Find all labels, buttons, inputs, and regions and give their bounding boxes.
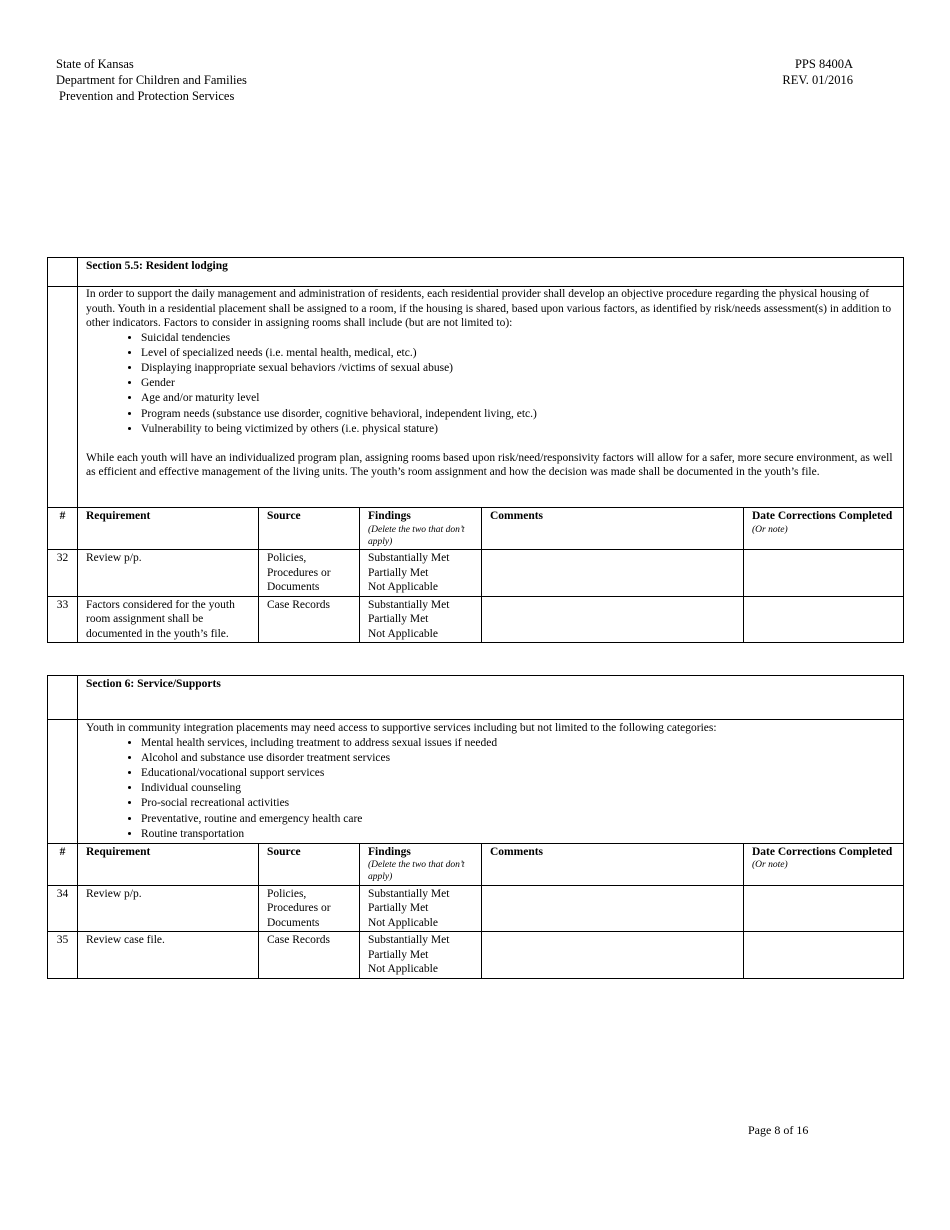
row-requirement: Factors considered for the youth room assignment shall be documented in the youth’s file. <box>78 596 259 643</box>
column-header-requirement: Requirement <box>78 508 259 550</box>
list-item: • Pro-social recreational activities <box>141 796 895 811</box>
column-header-num: # <box>48 843 78 885</box>
header-department: Department for Children and Families <box>56 73 247 87</box>
table-row <box>48 932 904 979</box>
row-comments[interactable] <box>482 885 744 932</box>
list-item: • Individual counseling <box>141 781 895 796</box>
row-comments[interactable] <box>482 596 744 643</box>
list-item: • Program needs (substance use disorder, cognitive behavioral, independent living, etc.) <box>141 407 895 422</box>
row-number: 34 <box>48 885 78 932</box>
column-header-source: Source <box>259 508 360 550</box>
table-row <box>48 885 904 932</box>
row-source: Policies, Procedures or Documents <box>259 550 360 597</box>
row-date[interactable] <box>744 596 904 643</box>
header-state: State of Kansas <box>56 57 134 71</box>
row-findings[interactable]: Substantially Met Partially Met Not Applicable <box>360 932 482 979</box>
section-intro: Youth in community integration placements may need access to supportive services including but not limited to the following categories: <box>86 722 717 734</box>
row-comments[interactable] <box>482 932 744 979</box>
row-findings[interactable]: Substantially Met Partially Met Not Applicable <box>360 550 482 597</box>
section-description <box>78 720 904 844</box>
header-division: Prevention and Protection Services <box>59 89 235 103</box>
row-number: 33 <box>48 596 78 643</box>
header-form-id: PPS 8400A <box>794 57 853 71</box>
page-number: Page 8 of 16 <box>748 1123 809 1137</box>
section-title: Section 6: Service/Supports <box>78 676 904 720</box>
section-description <box>78 287 904 508</box>
column-header-num: # <box>48 508 78 550</box>
row-findings[interactable]: Substantially Met Partially Met Not Applicable <box>360 885 482 932</box>
list-item: • Vulnerability to being victimized by others (i.e. physical stature) <box>141 422 895 437</box>
row-date[interactable] <box>744 932 904 979</box>
row-source: Policies, Procedures or Documents <box>259 885 360 932</box>
section-closing: While each youth will have an individualized program plan, assigning rooms based upon risk/need/responsivity factors will allow for a safer, more secure environment, as well as efficient and effective management of the living units. The youth’s room assignment and how the decision was made shall be documented in the youth’s file. <box>86 451 893 479</box>
table-row <box>48 550 904 597</box>
row-requirement: Review p/p. <box>78 885 259 932</box>
factor-list <box>86 331 895 437</box>
list-item: • Routine transportation <box>141 827 895 842</box>
list-item: • Suicidal tendencies <box>141 331 895 346</box>
header-revision: REV. 01/2016 <box>782 73 853 87</box>
row-findings[interactable]: Substantially Met Partially Met Not Applicable <box>360 596 482 643</box>
list-item: • Level of specialized needs (i.e. mental health, medical, etc.) <box>141 346 895 361</box>
list-item: • Age and/or maturity level <box>141 391 895 406</box>
row-number: 32 <box>48 550 78 597</box>
list-item: • Gender <box>141 376 895 391</box>
row-source: Case Records <box>259 596 360 643</box>
row-number: 35 <box>48 932 78 979</box>
header-agency <box>56 56 247 104</box>
row-date[interactable] <box>744 885 904 932</box>
row-requirement: Review case file. <box>78 932 259 979</box>
column-header-requirement: Requirement <box>78 843 259 885</box>
header-form-info <box>782 56 853 88</box>
row-date[interactable] <box>744 550 904 597</box>
section-title: Section 5.5: Resident lodging <box>78 258 904 287</box>
row-source: Case Records <box>259 932 360 979</box>
column-header-date: Date Corrections Completed (Or note) <box>744 508 904 550</box>
section-5-5-table <box>47 257 904 643</box>
column-header-findings: Findings (Delete the two that don’t apply) <box>360 508 482 550</box>
list-item: • Educational/vocational support services <box>141 766 895 781</box>
section-6-table <box>47 675 904 979</box>
service-list <box>86 736 895 842</box>
table-row <box>48 596 904 643</box>
row-comments[interactable] <box>482 550 744 597</box>
list-item: • Preventative, routine and emergency health care <box>141 812 895 827</box>
column-header-source: Source <box>259 843 360 885</box>
column-header-comments: Comments <box>482 508 744 550</box>
row-requirement: Review p/p. <box>78 550 259 597</box>
column-header-findings: Findings (Delete the two that don’t apply) <box>360 843 482 885</box>
section-intro: In order to support the daily management and administration of residents, each residential provider shall develop an objective procedure regarding the physical housing of youth. Youth in a residential placement shall be assigned to a room, if the housing is shared, based upon various factors, as identified by risk/needs assessment(s) in addition to other indicators. Factors to consider in assigning rooms shall include (but are not limited to): <box>86 288 892 329</box>
column-header-comments: Comments <box>482 843 744 885</box>
column-header-date: Date Corrections Completed (Or note) <box>744 843 904 885</box>
list-item: • Displaying inappropriate sexual behaviors /victims of sexual abuse) <box>141 361 895 376</box>
list-item: • Mental health services, including treatment to address sexual issues if needed <box>141 736 895 751</box>
list-item: • Alcohol and substance use disorder treatment services <box>141 751 895 766</box>
